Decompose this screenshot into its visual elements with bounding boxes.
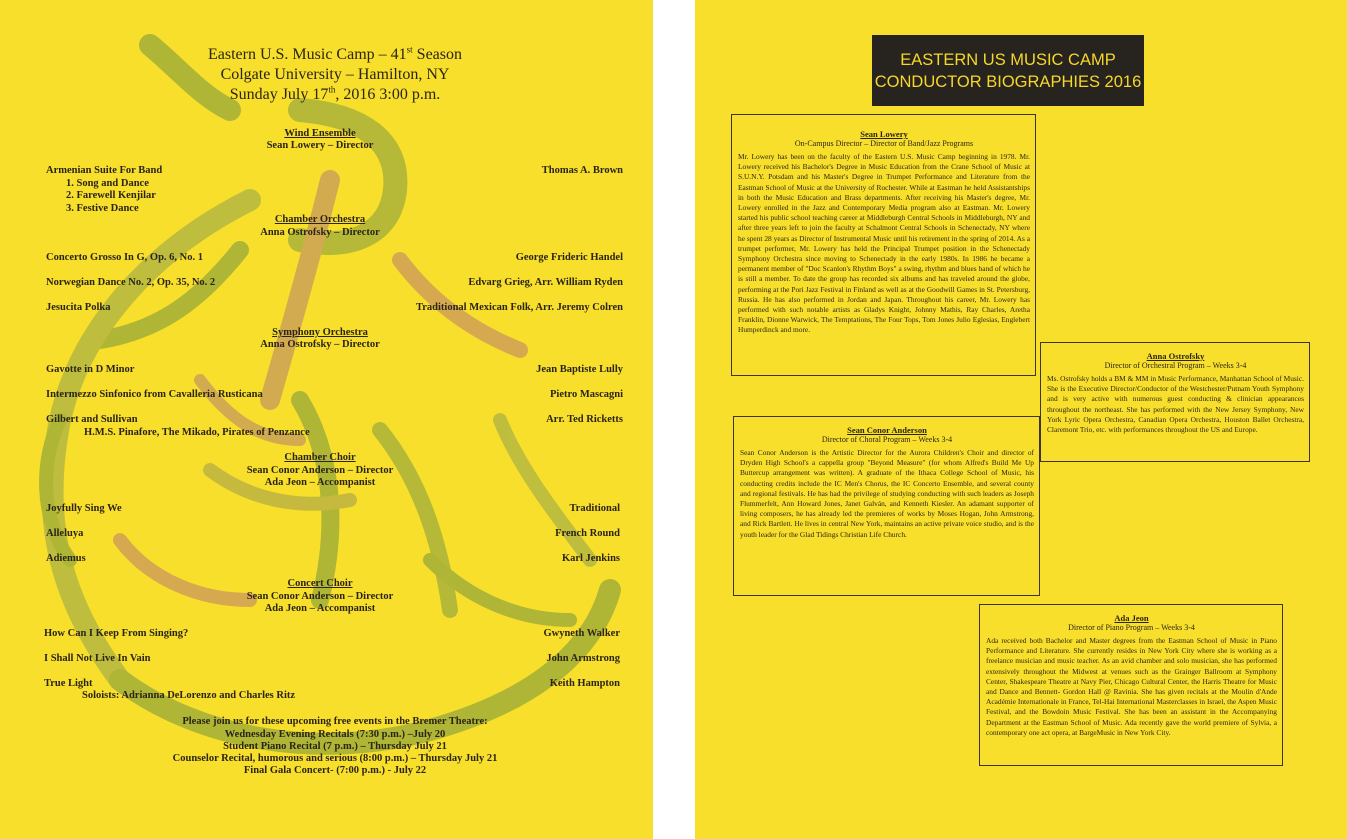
event-item: Final Gala Concert- (7:00 p.m.) - July 22 <box>243 765 427 776</box>
piece-title: Alleluya <box>46 528 84 539</box>
bio-name: Sean Lowery <box>860 129 908 139</box>
piece-title: True Light <box>44 678 93 689</box>
program-page <box>0 0 653 839</box>
ensemble-staff: Anna Ostrofsky – Director <box>260 227 380 238</box>
piece-composer: Thomas A. Brown <box>541 165 623 176</box>
ensemble-staff: Sean Lowery – Director <box>266 140 374 151</box>
bio-text: Sean Conor Anderson is the Artistic Director for the Aurora Children's Choir and director of Dryden High School's a cappella group "Beyond Measure" (for whom Alfred's Build Me Up Buttercup arrangement was written). A graduate of the Ithaca College School of Music, his conducting credits include the IC Men's Chorus, the IC Concerto Ensemble, and several county and regional festivals. He has had the privilege of studying conducting with such leaders as Joseph Flummerfelt, Ann Howard Jones, Janet Galván, and Kenneth Kiesler. An adamant supporter of living composers, he has already led the premieres of works by Moses Hogan, John Armstrong, and Rick Bartlett. He lives in central New York, maintains an active private voice studio, and is the youth leader for the Glad Tidings Christian Life Church. <box>740 448 1034 539</box>
bio-role: Director of Piano Program – Weeks 3-4 <box>1068 623 1195 632</box>
bio-box <box>1040 342 1310 462</box>
piece-title: How Can I Keep From Singing? <box>44 628 189 639</box>
piece-movement: 3. Festive Dance <box>66 203 139 214</box>
bio-role: Director of Orchestral Program – Weeks 3-4 <box>1104 361 1247 370</box>
piece-composer: Gwyneth Walker <box>543 628 620 639</box>
bio-text: Mr. Lowery has been on the faculty of the Eastern U.S. Music Camp beginning in 1978. Mr. Lowery received his Bachelor's Degree in Music Education from the Crane School of Music at S.U.N.Y. Potsdam and his Master's Degree in Trumpet Performance and Literature from the Eastman School of Music at the University of Rochester. While at Eastman he held Assistantships in both the Music Education and Brass departments. After receiving his Master's degree, Mr. Lowery enrolled in the Jazz and Contemporary Media program also at Eastman. Mr. Lowery started his public school teaching career at Middleburgh Central Schools in Middleburgh, NY and after three years left to join the faculty at Schalmont Central Schools in Schenectady, NY where he spent 28 years as Director of Instrumental Music until his retirement in the spring of 2014. As a trumpet performer, Mr. Lowery has held the Principal Trumpet position in the Schenectady Symphony Orchestra since moving to Schenectady in the early 1980s. In 1986 he became a permanent member of "Doc Scanlon's Rhythm Boys" a swing, rhythm and blues band of which he is still a member. To date the group has recorded six albums and has traveled around the globe, performing at the Pori Jazz Festival in Finland as well as at the Goodwill Games in St. Petersburg, Russia. He has also performed in Jordan and Japan. Throughout his career, Mr. Lowery has performed with such notable artists as Gladys Knight, Johnny Mathis, Ray Charles, Aretha Franklin, Dionne Warwick, The Temptations, The Four Tops, Tom Jones Julio Eglesias, Englebert Humperdinck and more. <box>738 152 1030 335</box>
piece-composer: French Round <box>555 528 620 539</box>
biographies-banner <box>872 35 1144 106</box>
piece-subtitle: H.M.S. Pinafore, The Mikado, Pirates of Penzance <box>84 427 310 438</box>
piece-title: Gavotte in D Minor <box>46 364 135 375</box>
piece-composer: Karl Jenkins <box>561 553 620 564</box>
ensemble-staff: Sean Conor Anderson – Director <box>246 465 394 476</box>
piece-title: Norwegian Dance No. 2, Op. 35, No. 2 <box>46 277 216 288</box>
biographies-page <box>695 0 1347 839</box>
ensemble-title: Chamber Choir <box>284 452 356 463</box>
piece-title: Adiemus <box>46 553 86 564</box>
piece-composer: George Frideric Handel <box>515 252 623 263</box>
piece-title: Jesucita Polka <box>46 302 111 313</box>
bio-role: Director of Choral Program – Weeks 3-4 <box>821 435 953 444</box>
piece-movement: 2. Farewell Kenjilar <box>66 190 156 201</box>
piece-title: Armenian Suite For Band <box>46 165 163 176</box>
bio-box <box>733 416 1040 596</box>
program-date: Sunday July 17th, 2016 3:00 p.m. <box>229 84 441 103</box>
bio-box <box>731 114 1036 376</box>
program-venue: Colgate University – Hamilton, NY <box>220 66 450 83</box>
ensemble-title: Symphony Orchestra <box>272 327 368 338</box>
ensemble-title: Concert Choir <box>287 578 353 589</box>
piece-title: Intermezzo Sinfonico from Cavalleria Rusticana <box>46 389 263 400</box>
piece-composer: Pietro Mascagni <box>550 389 623 400</box>
event-item: Wednesday Evening Recitals (7:30 p.m.) –July 20 <box>224 729 446 740</box>
piece-composer: Keith Hampton <box>549 678 620 689</box>
bio-name: Sean Conor Anderson <box>847 425 927 435</box>
bio-name: Anna Ostrofsky <box>1146 351 1205 361</box>
banner-line: EASTERN US MUSIC CAMP <box>900 50 1116 69</box>
ensemble-title: Chamber Orchestra <box>274 214 366 225</box>
ensemble-staff: Sean Conor Anderson – Director <box>246 591 394 602</box>
piece-title: I Shall Not Live In Vain <box>44 653 151 664</box>
piece-composer: John Armstrong <box>546 653 620 664</box>
piece-title: Gilbert and Sullivan <box>46 414 138 425</box>
piece-composer: Jean Baptiste Lully <box>536 364 623 375</box>
ensemble-staff: Ada Jeon – Accompanist <box>264 477 376 488</box>
piece-composer: Traditional Mexican Folk, Arr. Jeremy Colren <box>416 302 623 313</box>
ensemble-title: Wind Ensemble <box>284 128 356 139</box>
piece-composer: Arr. Ted Ricketts <box>546 414 623 425</box>
bio-box <box>979 604 1283 766</box>
piece-title: Joyfully Sing We <box>46 503 122 514</box>
piece-movement: 1. Song and Dance <box>66 178 149 189</box>
piece-title: Concerto Grosso In G, Op. 6, No. 1 <box>46 252 204 263</box>
event-item: Counselor Recital, humorous and serious (8:00 p.m.) – Thursday July 21 <box>172 753 498 764</box>
bio-text: Ada received both Bachelor and Master degrees from the Eastman School of Music in Piano Performance and Literature. She currently resides in New York City where she is working as a freelance musician and music teacher. As an avid chamber and solo musician, she has performed extensively throughout the Midwest at venues such as the Grainger Ballroom at Symphony Center, Shakespeare Theatre at Navy Pier, Chicago Cultural Center, the Harris Theatre for Music and Dance and Bennett- Gordon Hall @ Ravinia. She has given recitals at the Moulin d'Ande Académie Internationale in France, Tel-Hai International Masterclasses in Israel, the Aspen Music Festival, and the Bowdoin Music Festival. She has been an assistant in the Accompanying Department at the Eastman School of Music. Ada recently gave the world premiere of Sylvia, a contemporary one act opera, at BargeMusic in New York City. <box>986 636 1277 737</box>
piece-composer: Edvarg Grieg, Arr. William Ryden <box>468 277 623 288</box>
bio-name: Ada Jeon <box>1114 613 1149 623</box>
bio-role: On-Campus Director – Director of Band/Jazz Programs <box>794 139 974 148</box>
piece-soloists: Soloists: Adrianna DeLorenzo and Charles Ritz <box>82 690 296 701</box>
ensemble-staff: Ada Jeon – Accompanist <box>264 603 376 614</box>
program-title: Eastern U.S. Music Camp – 41st Season <box>208 44 462 63</box>
piece-composer: Traditional <box>569 503 620 514</box>
bio-text: Ms. Ostrofsky holds a BM & MM in Music Performance, Manhattan School of Music. She is the Executive Director/Conductor of the Westchester/Putnam Youth Symphony and is very active with numerous guest conducting & clinician appearances throughout the northeast. She has performed with the New Jersey Symphony, New York Lyric Opera Orchestra, Canadian Opera Orchestra, Houston Ballet Orchestra, Claremont Trio, etc. with performances throughout the US and Europe. <box>1047 374 1304 435</box>
event-item: Student Piano Recital (7 p.m.) – Thursday July 21 <box>223 741 447 752</box>
ensemble-staff: Anna Ostrofsky – Director <box>260 339 380 350</box>
events-intro: Please join us for these upcoming free events in the Bremer Theatre: <box>182 716 488 727</box>
banner-line: CONDUCTOR BIOGRAPHIES 2016 <box>874 72 1142 91</box>
